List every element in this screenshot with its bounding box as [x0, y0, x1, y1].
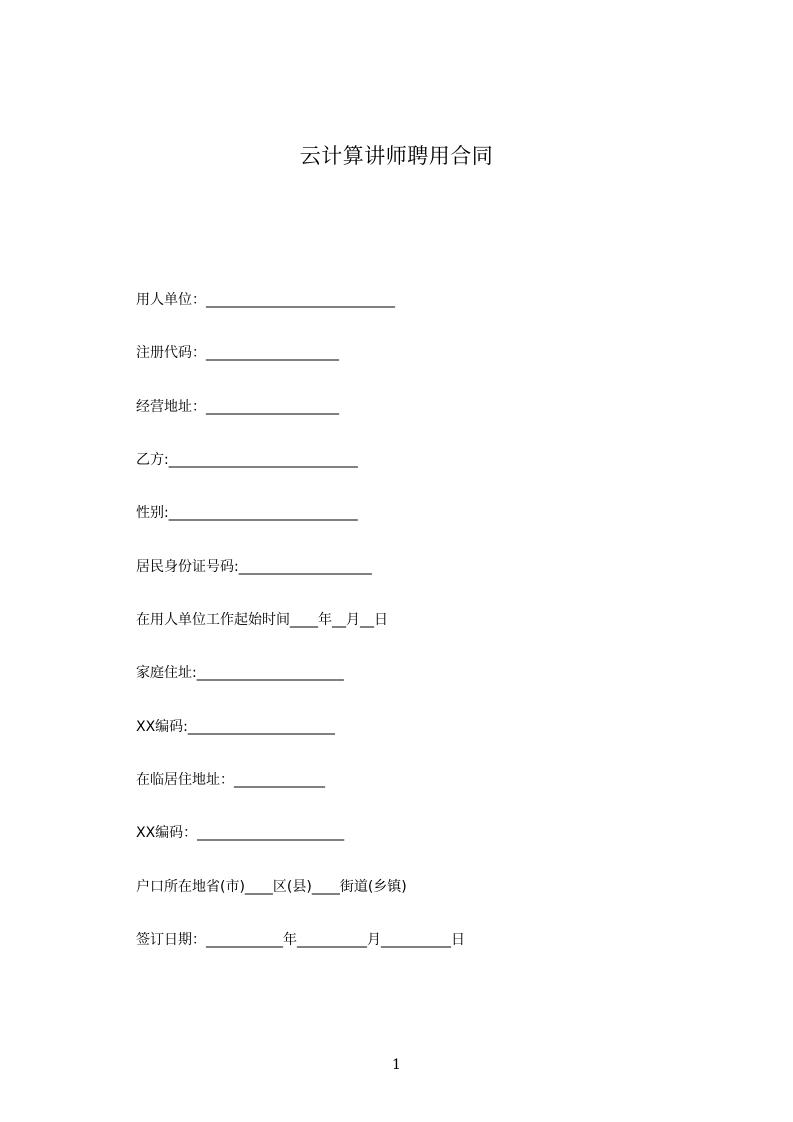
id-number-text: 居民身份证号码:___________________ [136, 559, 372, 575]
signing-date-text: 签订日期：___________年__________月__________日 [136, 932, 465, 948]
registration-code-field [136, 343, 339, 363]
registration-code-text: 注册代码：___________________ [136, 345, 339, 361]
household-registration-field [136, 877, 407, 897]
home-address-text: 家庭住址:_____________________ [136, 665, 344, 681]
household-registration-text: 户口所在地省(市)____区(县)____街道(乡镇) [136, 879, 407, 895]
postal-code-text: XX编码:_____________________ [136, 719, 335, 735]
business-address-field [136, 397, 339, 417]
start-date-text: 在用人单位工作起始时间____年__月__日 [136, 612, 388, 628]
gender-text: 性别:___________________________ [136, 505, 358, 521]
party-b-text: 乙方:___________________________ [136, 452, 358, 468]
page-number: 1 [392, 1057, 401, 1073]
postal-code-2-text: XX编码：_____________________ [136, 825, 345, 841]
page-title: 云计算讲师聘用合同 [299, 144, 494, 168]
employer-field [136, 290, 395, 310]
temporary-address-field [136, 770, 325, 790]
id-number-field [136, 557, 372, 577]
postal-code-field [136, 717, 335, 737]
home-address-field [136, 663, 344, 683]
gender-field [136, 503, 358, 523]
postal-code-2-field [136, 823, 344, 843]
signing-date-field [136, 930, 465, 950]
start-date-field [136, 610, 388, 630]
employer-text: 用人单位：___________________________ [136, 292, 395, 308]
temporary-address-text: 在临居住地址：_____________ [136, 772, 325, 788]
party-b-field [136, 450, 358, 470]
business-address-text: 经营地址：___________________ [136, 399, 339, 415]
